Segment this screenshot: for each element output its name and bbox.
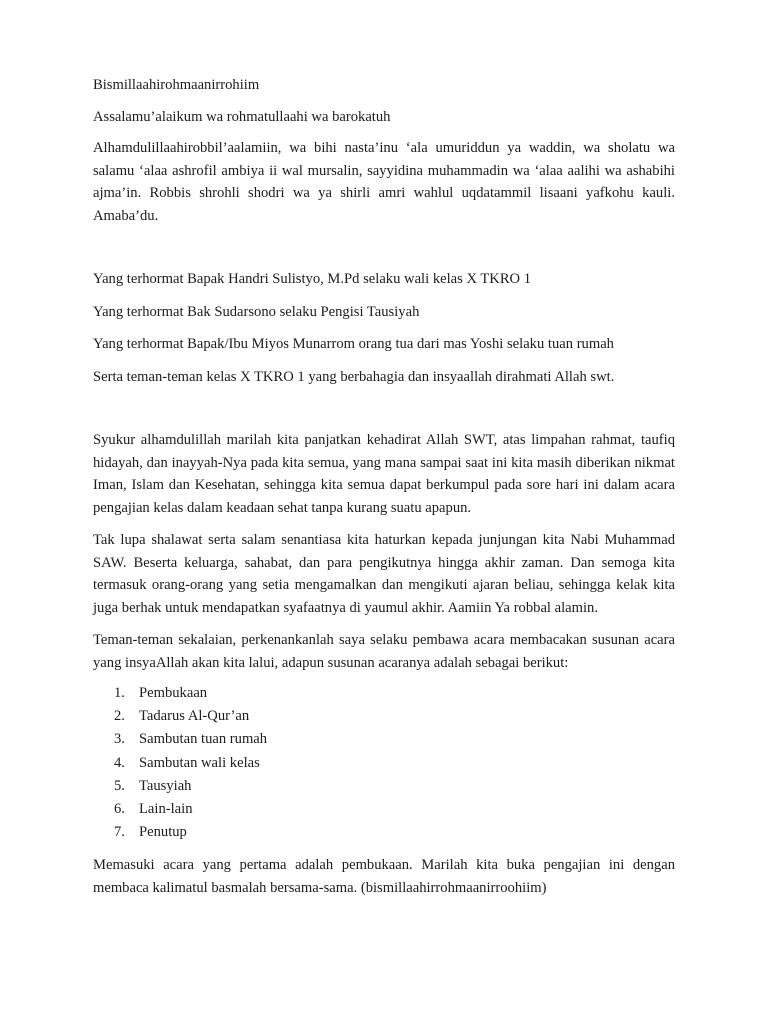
agenda-item (93, 682, 675, 705)
greeting-line-3: Yang terhormat Bapak/Ibu Miyos Munarrom orang tua dari mas Yoshi selaku tuan rumah (93, 336, 614, 352)
greeting-line-4: Serta teman-teman kelas X TKRO 1 yang berbahagia dan insyaallah dirahmati Allah swt. (93, 368, 615, 385)
agenda-item-number: 4. (114, 754, 125, 771)
closing-paragraph: Memasuki acara yang pertama adalah pembukaan. Marilah kita buka pengajian ini dengan membaca kalimatul basmalah bersama-sama. (bismillaahirrohmaanirroohiim) (93, 857, 675, 896)
agenda-item-label: Penutup (139, 824, 187, 841)
document-content (93, 74, 675, 899)
agenda-item-number: 6. (114, 801, 125, 818)
agenda-item (93, 705, 675, 728)
agenda-item-label: Sambutan wali kelas (139, 754, 260, 771)
greeting-line-2: Yang terhormat Bak Sudarsono selaku Pengisi Tausiyah (93, 303, 420, 320)
greeting-line-1: Yang terhormat Bapak Handri Sulistyo, M.Pd selaku wali kelas X TKRO 1 (93, 271, 532, 287)
agenda-item-number: 2. (114, 708, 125, 725)
agenda-item (93, 752, 675, 775)
body-paragraph-2: Tak lupa shalawat serta salam senantiasa kita haturkan kepada junjungan kita Nabi Muhammad SAW. Beserta keluarga, sahabat, dan para pengikutnya hingga akhir zaman. Dan semoga kita termasuk orang-orang yang setia mengamalkan dan mengikuti ajaran beliau, sehingga kelak kita juga berhak untuk mendapatkan syafaatnya di yaumul akhir. Aamiin Ya robbal alamin. (93, 532, 675, 616)
agenda-item-number: 3. (114, 731, 125, 748)
body-paragraph-1: Syukur alhamdulillah marilah kita panjatkan kehadirat Allah SWT, atas limpahan rahmat, taufiq hidayah, dan inayyah-Nya pada kita semua, yang mana sampai saat ini kita masih diberikan nikmat Iman, Islam dan Kesehatan, sehingga kita semua dapat berkumpul pada sore hari ini dalam acara pengajian kelas dalam keadaan sehat tanpa kurang suatu apapun. (93, 432, 675, 516)
hamdalah-paragraph: Alhamdulillaahirobbil’aalamiin, wa bihi nasta’inu ‘ala umuriddun ya waddin, wa sholatu wa salamu ‘alaa ashrofil ambiya ii wal mursalin, sayyidina muhammadin wa ‘alaa aalihi wa ashabihi ajma’in. Robbis shrohli shodri wa ya shirli amri wahlul uqdatammil lisaani yafkohu kauli. Amaba’du. (93, 140, 675, 224)
agenda-item-label: Tausyiah (139, 777, 192, 794)
agenda-item-label: Sambutan tuan rumah (139, 731, 268, 748)
agenda-item-label: Tadarus Al-Qur’an (139, 708, 250, 725)
agenda-item-label: Pembukaan (139, 685, 208, 701)
agenda-item-number: 1. (114, 685, 125, 701)
agenda-item (93, 798, 675, 821)
agenda-item (93, 775, 675, 798)
body-paragraph-3: Teman-teman sekalaian, perkenankanlah saya selaku pembawa acara membacakan susunan acara yang insyaAllah akan kita lalui, adapun susunan acaranya adalah sebagai berikut: (93, 632, 675, 671)
agenda-item-number: 5. (114, 777, 125, 794)
salam-line: Assalamu’alaikum wa rohmatullaahi wa barokatuh (93, 108, 391, 125)
agenda-item (93, 728, 675, 751)
agenda-item-number: 7. (114, 824, 125, 841)
basmalah-line: Bismillaahirohmaanirrohiim (93, 77, 260, 93)
agenda-item-label: Lain-lain (139, 801, 193, 818)
agenda-item (93, 821, 675, 844)
agenda-list (93, 682, 675, 844)
